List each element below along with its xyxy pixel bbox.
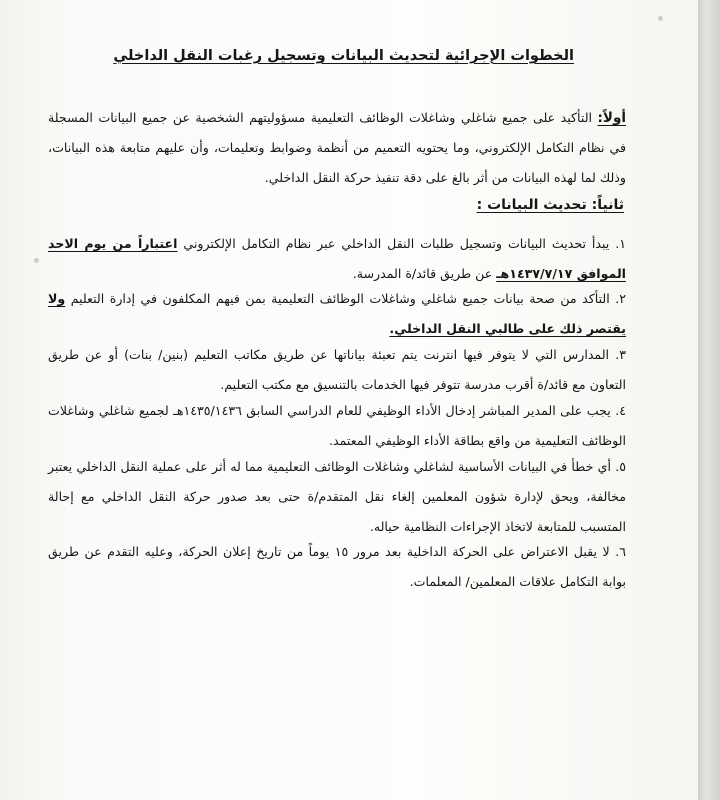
scan-speck: [658, 16, 663, 21]
item-date-emphasis: اعتباراً من يوم الاحد الموافق ١٤٣٧/٧/١٧هـ: [48, 236, 626, 281]
document-title: الخطوات الإجرائية لتحديث البيانات وتسجيل رغبات النقل الداخلي: [113, 48, 574, 64]
scan-speck: [34, 258, 39, 263]
item-number: ٣.: [615, 347, 626, 362]
item-text: عن طريق قائد/ة المدرسة.: [352, 266, 493, 281]
item-emphasis: ولا يقتصر ذلك على طالبي النقل الداخلي.: [48, 291, 626, 336]
item-number: ٤.: [615, 403, 626, 418]
page-edge-shadow: [698, 0, 719, 800]
list-item-5: [48, 452, 626, 542]
section-heading-data-update: ثانياً: تحديث البيانات :: [476, 197, 624, 213]
item-text: التأكد من صحة بيانات جميع شاغلي وشاغلات الوظائف التعليمية بمن فيهم المكلفون في إدارة التعليم: [70, 291, 610, 306]
item-number: ٥.: [615, 459, 626, 474]
item-number: ١.: [615, 236, 627, 251]
item-text: يبدأ تحديث البيانات وتسجيل طلبات النقل الداخلي عبر نظام التكامل الإلكتروني: [183, 236, 610, 251]
list-item-6: [48, 537, 626, 597]
intro-label: أولاً:: [597, 110, 626, 126]
item-text: لا يقبل الاعتراض على الحركة الداخلية بعد مرور ١٥ يوماً من تاريخ إعلان الحركة، وعليه التقدم عن طريق بوابة التكامل علاقات المعلمين/ المعلمات.: [48, 544, 626, 589]
list-item-1: [48, 229, 626, 289]
intro-paragraph: [48, 103, 626, 193]
list-item-2: [48, 284, 626, 344]
item-text: يجب على المدير المباشر إدخال الأداء الوظيفي للعام الدراسي السابق ١٤٣٥/١٤٣٦هـ لجميع شاغلي وشاغلات الوظائف التعليمية من واقع بطاقة الأداء الوظيفي المعتمد.: [48, 403, 626, 448]
list-item-3: [48, 340, 626, 400]
item-text: المدارس التي لا يتوفر فيها انترنت يتم تعبئة بياناتها عن طريق مكاتب التعليم (بنين/ بنات) أو عن طريق التعاون مع قائد/ة أقرب مدرسة تتوفر فيها الخدمات بالتنسيق مع مكتب التعليم.: [48, 347, 626, 392]
item-text: أي خطأ في البيانات الأساسية لشاغلي وشاغلات الوظائف التعليمية مما له أثر على عملية النقل الداخلي يعتبر مخالفة، ويحق لإدارة شؤون المعلمين إلغاء نقل المتقدم/ة حتى بعد صدور حركة النقل الداخلي مع إحالة المتسبب للمتابعة لاتخاذ الإجراءات النظامية حياله.: [48, 459, 626, 534]
intro-text: التأكيد على جميع شاغلي وشاغلات الوظائف التعليمية مسؤوليتهم الشخصية عن جميع البيانات المسجلة في نظام التكامل الإلكتروني، وما يحتويه التعميم من أنظمة وضوابط وتعليمات، وأن عليهم متابعة هذه البيانات، وذلك لما لهذه البيانات من أثر بالغ على دقة تنفيذ حركة النقل الداخلي.: [48, 110, 626, 185]
item-number: ٢.: [615, 291, 626, 306]
item-number: ٦.: [615, 544, 626, 559]
list-item-4: [48, 396, 626, 456]
